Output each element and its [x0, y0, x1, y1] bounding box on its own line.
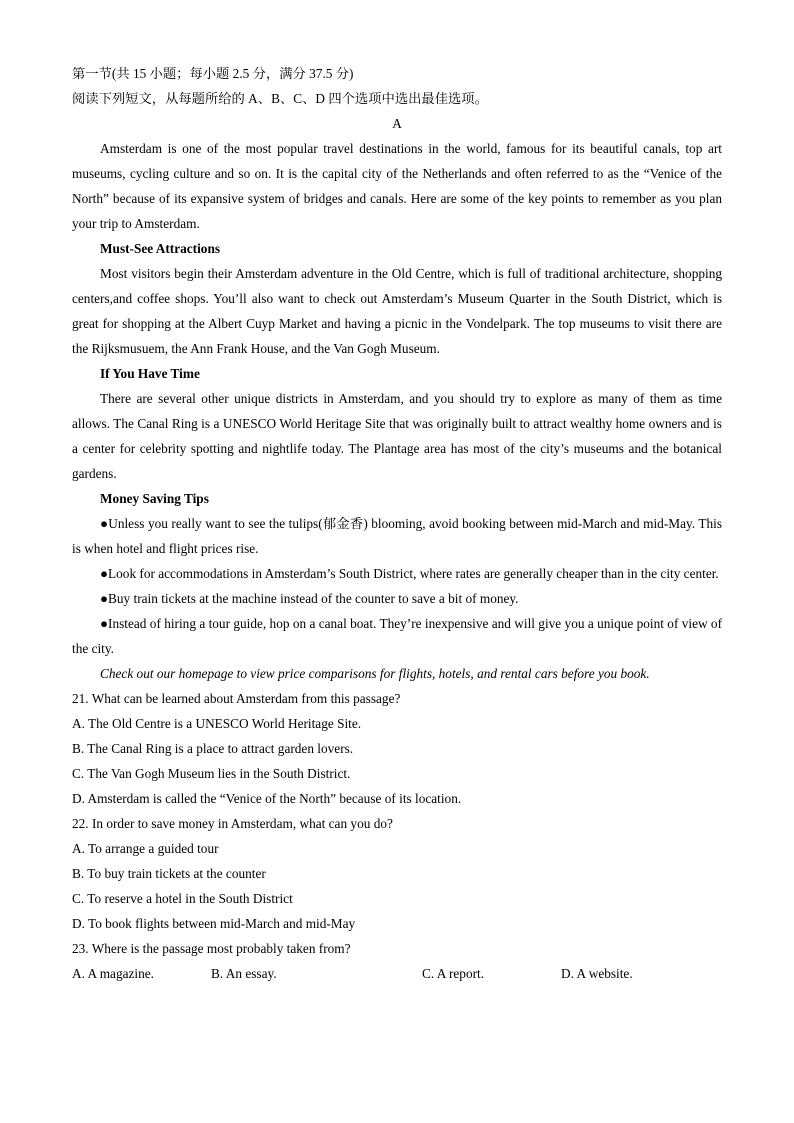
question-22-option-b: B. To buy train tickets at the counter — [72, 866, 266, 881]
question-23-options — [72, 961, 722, 986]
heading-money-saving: Money Saving Tips — [100, 491, 209, 506]
question-21-option-b: B. The Canal Ring is a place to attract garden lovers. — [72, 741, 354, 756]
passage-label: A — [392, 116, 402, 131]
section-title: 第一节(共 15 小题；每小题 2.5 分，满分 37.5 分) — [72, 66, 354, 81]
question-23-option-a: A. A magazine. — [72, 966, 154, 981]
exam-content — [72, 61, 722, 986]
tip-item: ●Unless you really want to see the tulips(郁金香) blooming, avoid booking between mid-March and mid-May. This is when hotel and flight prices rise. — [72, 516, 722, 556]
tip-item: ●Buy train tickets at the machine instead of the counter to save a bit of money. — [100, 591, 519, 606]
question-22-option-c: C. To reserve a hotel in the South District — [72, 891, 293, 906]
question-23-option-c: C. A report. — [422, 966, 485, 981]
question-22-option-d: D. To book flights between mid-March and mid-May — [72, 916, 356, 931]
question-22-stem: 22. In order to save money in Amsterdam, what can you do? — [72, 816, 393, 831]
question-21-option-a: A. The Old Centre is a UNESCO World Heritage Site. — [72, 716, 362, 731]
question-21-option-d: D. Amsterdam is called the “Venice of the North” because of its location. — [72, 791, 462, 806]
question-23-stem: 23. Where is the passage most probably taken from? — [72, 941, 351, 956]
paragraph-districts: There are several other unique districts in Amsterdam, and you should try to explore as many of them as time allows. The Canal Ring is a UNESCO World Heritage Site that was originally built to attract wealthy home owners and is a center for celebrity spotting and nightlife today. The Plantage area has most of the city’s museums and the botanical gardens. — [72, 391, 722, 481]
question-22-option-a: A. To arrange a guided tour — [72, 841, 219, 856]
heading-must-see: Must-See Attractions — [100, 241, 221, 256]
section-instruction: 阅读下列短文，从每题所给的 A、B、C、D 四个选项中选出最佳选项。 — [72, 91, 488, 106]
closing-note: Check out our homepage to view price comparisons for flights, hotels, and rental cars before you book. — [100, 666, 650, 681]
tip-item: ●Look for accommodations in Amsterdam’s South District, where rates are generally cheaper than in the city center. — [100, 566, 719, 581]
question-21-option-c: C. The Van Gogh Museum lies in the South District. — [72, 766, 351, 781]
paragraph-attractions: Most visitors begin their Amsterdam adventure in the Old Centre, which is full of traditional architecture, shopping centers,and coffee shops. You’ll also want to check out Amsterdam’s Museum Quarter in the South District, which is great for shopping at the Albert Cuyp Market and having a picnic in the Vondelpark. The top museums to visit there are the Rijksmusuem, the Ann Frank House, and the Van Gogh Museum. — [72, 266, 722, 356]
question-23-option-b: B. An essay. — [211, 966, 277, 981]
passage-intro: Amsterdam is one of the most popular travel destinations in the world, famous for its beautiful canals, top art museums, cycling culture and so on. It is the capital city of the Netherlands and often referred to as the “Venice of the North” because of its expansive system of bridges and canals. Here are some of the key points to remember as you plan your trip to Amsterdam. — [72, 141, 722, 231]
tip-item: ●Instead of hiring a tour guide, hop on a canal boat. They’re inexpensive and will give you a unique point of view of the city. — [72, 616, 722, 656]
question-23-option-d: D. A website. — [561, 966, 633, 981]
heading-if-you-have-time: If You Have Time — [100, 366, 200, 381]
question-21-stem: 21. What can be learned about Amsterdam from this passage? — [72, 691, 401, 706]
